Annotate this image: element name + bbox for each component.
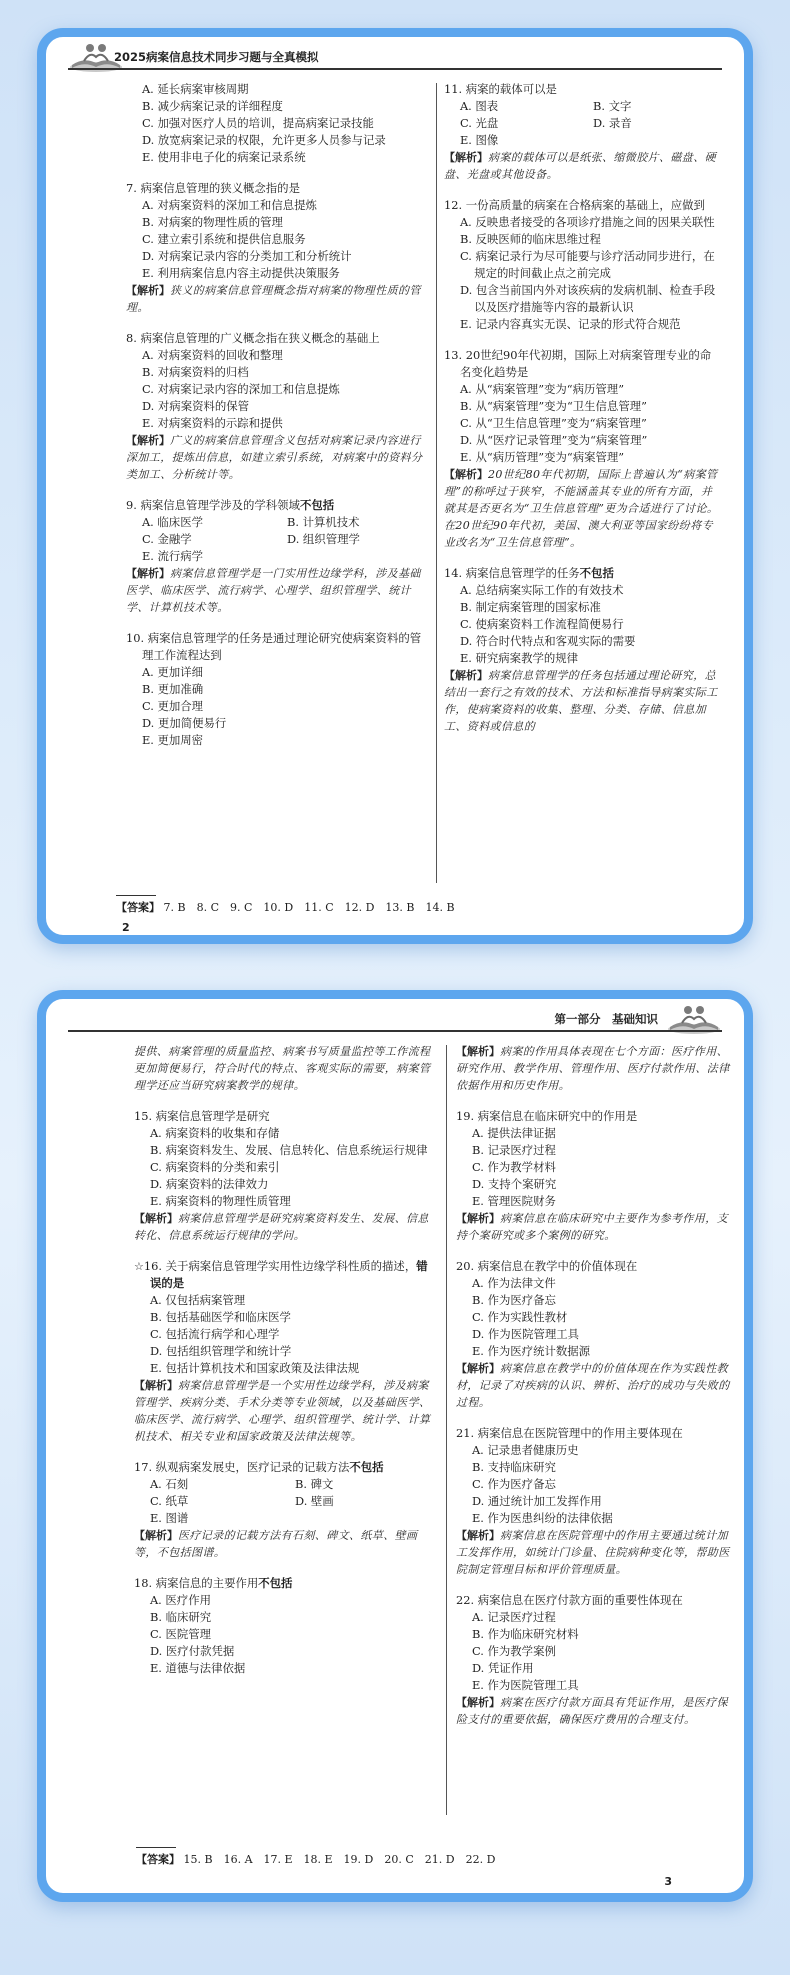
- option: E. 从“病历管理”变为“病案管理”: [459, 450, 625, 464]
- option: C. 更加合理: [141, 699, 204, 713]
- option: A. 延长病案审核周期: [141, 82, 249, 96]
- question-stem: [456, 1258, 730, 1275]
- option: C. 包括流行病学和心理学: [149, 1327, 280, 1341]
- question-text: 12. 一份高质量的病案在合格病案的基础上，应做到: [444, 198, 705, 212]
- option: B. 反映医师的临床思维过程: [459, 232, 601, 246]
- analysis-text: 病案信息在教学中的价值体现在作为实践性教材，记录了对疾病的认识、辨析、治疗的成功与失败的过程。: [456, 1362, 730, 1409]
- left-column: [126, 81, 426, 763]
- answer-key-label: 【答案】: [116, 901, 160, 914]
- analysis-text: 病案信息管理学是一个实用性边缘学科，涉及病案管理学、疾病分类、手术分类等专业领域，以及基础医学、临床医学、流行病学、心理学、组织管理学、统计学、计算机技术、相关专业和国家政策及法律法规等。: [134, 1379, 431, 1443]
- option-list: [134, 1476, 434, 1527]
- option: A. 病案资料的收集和存储: [149, 1126, 280, 1140]
- question: [456, 1043, 730, 1094]
- option: E. 管理医院财务: [471, 1194, 556, 1208]
- analysis-text: 病案信息管理学是一门实用性边缘学科，涉及基础医学、临床医学、流行病学、心理学、组织管理学、统计学、计算机技术等。: [126, 567, 421, 614]
- option: D. 包括组织管理学和统计学: [149, 1344, 292, 1358]
- analysis-tag: 【解析】: [134, 1529, 178, 1542]
- analysis-tag: 【解析】: [456, 1529, 500, 1542]
- question-text: 15. 病案信息管理学是研究: [134, 1109, 270, 1123]
- option: E. 图像: [459, 133, 499, 147]
- question-text: 16. 关于病案信息管理学实用性边缘学科性质的描述，: [143, 1259, 417, 1273]
- answer-key-label: 【答案】: [136, 1853, 180, 1866]
- question-text: 7. 病案信息管理的狭义概念指的是: [126, 181, 300, 195]
- question-emphasis: 不包括: [299, 498, 335, 512]
- analysis-text: 病案信息在临床研究中主要作为参考作用，支持个案研究或多个案例的研究。: [456, 1212, 728, 1242]
- option: A. 从“病案管理”变为“病历管理”: [459, 382, 625, 396]
- option-list: [134, 1125, 434, 1210]
- question-emphasis: 不包括: [579, 566, 614, 580]
- analysis: [444, 466, 720, 551]
- option-list: [134, 1592, 434, 1677]
- option: B. 对病案资料的归档: [141, 365, 249, 379]
- question-emphasis: 不包括: [258, 1576, 293, 1590]
- option: A. 提供法律证据: [471, 1126, 556, 1140]
- question-text: 9. 病案信息管理学涉及的学科领域: [126, 498, 300, 512]
- option: B. 包括基础医学和临床医学: [149, 1310, 291, 1324]
- option: C. 医院管理: [149, 1627, 212, 1641]
- question: [456, 1258, 730, 1411]
- question: [134, 1258, 434, 1445]
- option-list: [456, 1125, 730, 1210]
- question: [126, 330, 426, 483]
- option: D. 放宽病案记录的权限，允许更多人员参与记录: [141, 133, 386, 147]
- question-stem: [134, 1575, 434, 1592]
- option: B. 制定病案管理的国家标准: [459, 600, 601, 614]
- option: B. 支持临床研究: [471, 1460, 556, 1474]
- question-stem: [134, 1108, 434, 1125]
- header-rule: [68, 1030, 722, 1032]
- page-2: [37, 28, 753, 944]
- analysis-text: 病案在医疗付款方面具有凭证作用，是医疗保险支付的重要依据，确保医疗费用的合理支付。: [456, 1696, 728, 1726]
- option: C. 纸草: [149, 1494, 189, 1508]
- option: B. 作为医疗备忘: [471, 1293, 556, 1307]
- option: D. 更加简便易行: [141, 716, 227, 730]
- option: A. 临床医学: [141, 515, 203, 529]
- question: [126, 180, 426, 316]
- option-list: [126, 664, 426, 749]
- analysis-tag: 【解析】: [134, 1379, 178, 1392]
- analysis: [456, 1527, 730, 1578]
- left-column: [134, 1043, 434, 1691]
- answer-key: [116, 899, 455, 915]
- analysis-tag: 【解析】: [456, 1045, 500, 1058]
- option: D. 病案资料的法律效力: [149, 1177, 269, 1191]
- question-stem: [134, 1459, 434, 1476]
- question-stem: [134, 1258, 434, 1292]
- question-stem: [444, 565, 720, 582]
- option: D. 组织管理学: [286, 532, 360, 546]
- question: [444, 197, 720, 333]
- answer-key: [136, 1851, 495, 1867]
- answer-rule: [136, 1847, 176, 1848]
- question-stem: [456, 1425, 730, 1442]
- option: A. 医疗作用: [149, 1593, 211, 1607]
- question: [444, 347, 720, 551]
- analysis: [444, 149, 720, 183]
- analysis-tag: 【解析】: [126, 434, 170, 447]
- option: B. 对病案的物理性质的管理: [141, 215, 283, 229]
- analysis-text: 病案的载体可以是纸张、缩微胶片、磁盘、硬盘、光盘或其他设备。: [444, 151, 716, 181]
- question-text: 22. 病案信息在医疗付款方面的重要性体现在: [456, 1593, 683, 1607]
- question-text: 8. 病案信息管理的广义概念指在狭义概念的基础上: [126, 331, 380, 345]
- option: A. 总结病案实际工作的有效技术: [459, 583, 624, 597]
- running-head: 第一部分 基础知识: [554, 1012, 658, 1026]
- option: D. 对病案资料的保管: [141, 399, 250, 413]
- option: A. 记录患者健康历史: [471, 1443, 579, 1457]
- option: C. 从“卫生信息管理”变为“病案管理”: [459, 416, 647, 430]
- option: E. 对病案资料的示踪和提供: [141, 416, 283, 430]
- option: A. 石刻: [149, 1477, 189, 1491]
- option: A. 图表: [459, 99, 499, 113]
- option-list: [126, 514, 426, 565]
- answer-key-values: 15. B 16. A 17. E 18. E 19. D 20. C 21. D 22. D: [183, 1853, 496, 1866]
- answer-key-values: 7. B 8. C 9. C 10. D 11. C 12. D 13. B 14. B: [163, 901, 455, 914]
- option: D. 作为医院管理工具: [471, 1327, 580, 1341]
- option-list: [444, 381, 720, 466]
- option: E. 更加周密: [141, 733, 204, 747]
- question: [126, 81, 426, 166]
- option: A. 记录医疗过程: [471, 1610, 556, 1624]
- option: B. 临床研究: [149, 1610, 212, 1624]
- option: B. 记录医疗过程: [471, 1143, 556, 1157]
- analysis-text: 狭义的病案信息管理概念指对病案的物理性质的管理。: [126, 284, 421, 314]
- option: B. 更加准确: [141, 682, 204, 696]
- option: C. 作为医疗备忘: [471, 1477, 556, 1491]
- question-stem: [126, 497, 426, 514]
- option: C. 作为实践性教材: [471, 1310, 568, 1324]
- option: B. 文字: [592, 99, 632, 113]
- star-mark: ☆: [134, 1260, 144, 1273]
- right-column: [444, 81, 720, 749]
- option: D. 医疗付款凭据: [149, 1644, 235, 1658]
- question-text: 14. 病案信息管理学的任务: [444, 566, 580, 580]
- option: E. 作为医患纠纷的法律依据: [471, 1511, 613, 1525]
- question-text: 19. 病案信息在临床研究中的作用是: [456, 1109, 638, 1123]
- question-text: 21. 病案信息在医院管理中的作用主要体现在: [456, 1426, 683, 1440]
- analysis: [126, 565, 426, 616]
- option: C. 病案资料的分类和索引: [149, 1160, 280, 1174]
- option: A. 对病案资料的深加工和信息提炼: [141, 198, 317, 212]
- option: E. 流行病学: [141, 549, 204, 563]
- question-stem: [126, 630, 426, 664]
- question-stem: [444, 197, 720, 214]
- option: B. 病案资料发生、发展、信息转化、信息系统运行规律: [149, 1143, 428, 1157]
- analysis: [456, 1360, 730, 1411]
- question-emphasis: 错误的是: [149, 1259, 428, 1290]
- continued-analysis: 提供、病案管理的质量监控、病案书写质量监控等工作流程更加简便易行，符合时代的特点、客观实际的需要，病案管理学还应当研究病案教学的规律。: [134, 1045, 431, 1092]
- option-list: [126, 81, 426, 166]
- question-text: 17. 纵观病案发展史，医疗记录的记载方法: [134, 1460, 350, 1474]
- option: A. 仅包括病案管理: [149, 1293, 246, 1307]
- option: C. 金融学: [141, 532, 192, 546]
- analysis-text: 病案的作用具体表现在七个方面：医疗作用、研究作用、教学作用、管理作用、医疗付款作用、法律依据作用和历史作用。: [456, 1045, 730, 1092]
- question: [444, 565, 720, 735]
- page-3: [37, 990, 753, 1902]
- analysis: [134, 1527, 434, 1561]
- column-divider: [436, 83, 437, 883]
- option: D. 凭证作用: [471, 1661, 534, 1675]
- analysis-text: 20世纪80年代初期，国际上普遍认为“病案管理”的称呼过于狭窄，不能涵盖其专业的所有方面，并就其是否更名为“卫生信息管理”更为合适进行了讨论。在20世纪90年代初，美国、澳大利亚等国家纷纷将专业改名为“卫生信息管理”。: [444, 468, 719, 549]
- question-stem: [444, 347, 720, 381]
- option: C. 加强对医疗人员的培训，提高病案记录技能: [141, 116, 374, 130]
- option: E. 作为医院管理工具: [471, 1678, 579, 1692]
- option-list: [134, 1292, 434, 1377]
- option: D. 壁画: [294, 1494, 334, 1508]
- question: [134, 1575, 434, 1677]
- question-stem: [444, 81, 720, 98]
- question: [456, 1425, 730, 1578]
- option: B. 从“病案管理”变为“卫生信息管理”: [459, 399, 647, 413]
- option: D. 从“医疗记录管理”变为“病案管理”: [459, 433, 648, 447]
- option: D. 通过统计加工发挥作用: [471, 1494, 602, 1508]
- option: C. 作为教学案例: [471, 1644, 556, 1658]
- option: E. 图谱: [149, 1511, 189, 1525]
- question-text: 18. 病案信息的主要作用: [134, 1576, 259, 1590]
- analysis-tag: 【解析】: [456, 1212, 500, 1225]
- option: C. 使病案资料工作流程简便易行: [459, 617, 624, 631]
- analysis-tag: 【解析】: [444, 151, 488, 164]
- option: C. 建立索引系统和提供信息服务: [141, 232, 306, 246]
- right-column: [456, 1043, 730, 1742]
- option: C. 对病案记录内容的深加工和信息提炼: [141, 382, 340, 396]
- option: E. 病案资料的物理性质管理: [149, 1194, 291, 1208]
- option: D. 包含当前国内外对该疾病的发病机制、检查手段以及医疗措施等内容的最新认识: [459, 283, 716, 314]
- question-text: 11. 病案的载体可以是: [444, 82, 557, 96]
- option-list: [456, 1609, 730, 1694]
- option-list: [456, 1442, 730, 1527]
- option: A. 反映患者接受的各项诊疗措施之间的因果关联性: [459, 215, 715, 229]
- analysis: [126, 282, 426, 316]
- option: C. 病案记录行为尽可能要与诊疗活动同步进行，在规定的时间截止点之前完成: [459, 249, 715, 280]
- question: [456, 1592, 730, 1728]
- option: A. 更加详细: [141, 665, 203, 679]
- question: [126, 630, 426, 749]
- question-text: 20. 病案信息在教学中的价值体现在: [456, 1259, 638, 1273]
- question-stem: [456, 1108, 730, 1125]
- option: E. 使用非电子化的病案记录系统: [141, 150, 306, 164]
- analysis: [126, 432, 426, 483]
- option-list: [126, 197, 426, 282]
- option: E. 作为医疗统计数据源: [471, 1344, 591, 1358]
- option: B. 计算机技术: [286, 515, 360, 529]
- analysis: [456, 1043, 730, 1094]
- option: E. 利用病案信息内容主动提供决策服务: [141, 266, 340, 280]
- header-rule: [68, 68, 722, 70]
- option: B. 减少病案记录的详细程度: [141, 99, 283, 113]
- running-head: 2025病案信息技术同步习题与全真模拟: [114, 50, 319, 64]
- analysis-text: 医疗记录的记载方法有石刻、碑文、纸草、壁画等，不包括图谱。: [134, 1529, 418, 1559]
- analysis-text: 广义的病案信息管理含义包括对病案记录内容进行深加工，提炼出信息，如建立索引系统，对病案中的资料分类加工、分析统计等。: [126, 434, 423, 481]
- analysis-tag: 【解析】: [444, 669, 488, 682]
- option: E. 道德与法律依据: [149, 1661, 246, 1675]
- analysis-tag: 【解析】: [456, 1696, 500, 1709]
- option-list: [444, 98, 720, 149]
- analysis-tag: 【解析】: [444, 468, 488, 481]
- page-number: 2: [122, 921, 130, 934]
- question: [134, 1108, 434, 1244]
- option-list: [444, 214, 720, 333]
- analysis-tag: 【解析】: [126, 284, 170, 297]
- question-emphasis: 不包括: [349, 1460, 384, 1474]
- analysis: [444, 667, 720, 735]
- option: D. 符合时代特点和客观实际的需要: [459, 634, 636, 648]
- analysis-tag: 【解析】: [456, 1362, 500, 1375]
- option-list: [444, 582, 720, 667]
- option: E. 研究病案教学的规律: [459, 651, 579, 665]
- question: [456, 1108, 730, 1244]
- question-stem: [456, 1592, 730, 1609]
- option: D. 支持个案研究: [471, 1177, 557, 1191]
- answer-rule: [116, 895, 156, 896]
- analysis: [456, 1210, 730, 1244]
- analysis-text: 病案信息在医院管理中的作用主要通过统计加工发挥作用，如统计门诊量、住院病种变化等，帮助医院制定管理目标和评价管理质量。: [456, 1529, 730, 1576]
- option: D. 录音: [592, 116, 632, 130]
- analysis: [134, 1210, 434, 1244]
- option: C. 光盘: [459, 116, 499, 130]
- analysis: [134, 1377, 434, 1445]
- option: B. 碑文: [294, 1477, 334, 1491]
- question-stem: [126, 180, 426, 197]
- option: E. 记录内容真实无误、记录的形式符合规范: [459, 317, 681, 331]
- option: B. 作为临床研究材料: [471, 1627, 579, 1641]
- analysis-tag: 【解析】: [126, 567, 170, 580]
- page-number: 3: [664, 1875, 672, 1888]
- option: D. 对病案记录内容的分类加工和分析统计: [141, 249, 352, 263]
- option-list: [456, 1275, 730, 1360]
- option: A. 作为法律文件: [471, 1276, 556, 1290]
- question: [134, 1459, 434, 1561]
- question-stem: [126, 330, 426, 347]
- question-text: 13. 20世纪90年代初期，国际上对病案管理专业的命名变化趋势是: [444, 348, 712, 379]
- analysis-tag: 【解析】: [134, 1212, 178, 1225]
- analysis-text: 病案信息管理学是研究病案资料发生、发展、信息转化、信息系统运行规律的学问。: [134, 1212, 429, 1242]
- analysis: [456, 1694, 730, 1728]
- option-list: [126, 347, 426, 432]
- question: [444, 81, 720, 183]
- question: [126, 497, 426, 616]
- option: A. 对病案资料的回收和整理: [141, 348, 283, 362]
- question-text: 10. 病案信息管理学的任务是通过理论研究使病案资料的管理工作流程达到: [126, 631, 422, 662]
- option: E. 包括计算机技术和国家政策及法律法规: [149, 1361, 360, 1375]
- analysis-text: 病案信息管理学的任务包括通过理论研究，总结出一套行之有效的技术、方法和标准指导病案实际工作，使病案资料的收集、整理、分类、存储、信息加工、资料或信息的: [444, 669, 718, 733]
- option: C. 作为教学材料: [471, 1160, 556, 1174]
- column-divider: [446, 1045, 447, 1815]
